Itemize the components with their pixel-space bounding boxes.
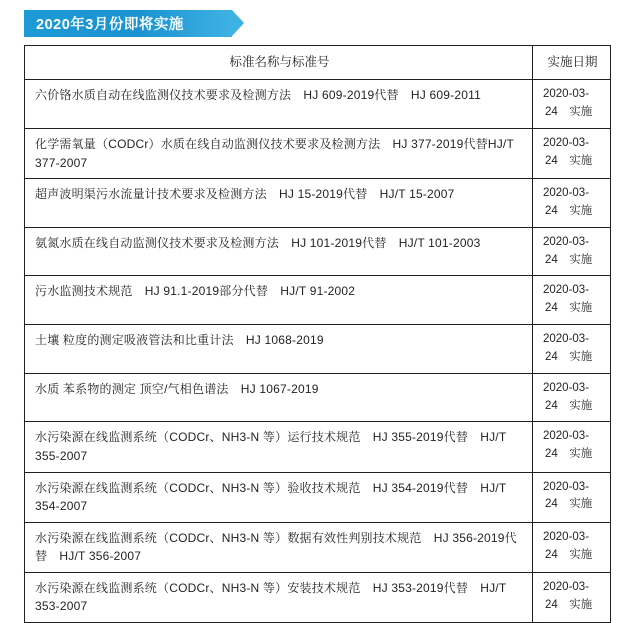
table-row — [25, 227, 611, 276]
implementation-date-cell — [533, 129, 611, 179]
implementation-date-cell — [533, 522, 611, 572]
implementation-date-cell — [533, 276, 611, 325]
date-line-2: 24 实施 — [545, 548, 593, 561]
standard-name-cell: 超声波明渠污水流量计技术要求及检测方法 HJ 15-2019代替 HJ/T 15-2007 — [25, 179, 533, 228]
section-banner — [24, 10, 232, 37]
implementation-date-cell — [533, 572, 611, 622]
implementation-date-cell — [533, 227, 611, 276]
date-line-1: 2020-03- — [543, 137, 590, 149]
table-row — [25, 522, 611, 572]
date-line-1: 2020-03- — [543, 580, 590, 593]
standard-name-cell: 水污染源在线监测系统（CODCr、NH3-N 等）运行技术规范 HJ 355-2019代替 HJ/T 355-2007 — [25, 422, 533, 472]
table-header-row — [25, 46, 611, 80]
date-line-2: 24 实施 — [545, 448, 593, 461]
date-line-2: 24 实施 — [545, 598, 593, 611]
table-row — [25, 276, 611, 325]
column-header-date: 实施日期 — [533, 46, 611, 80]
date-line-1: 2020-03- — [543, 530, 590, 543]
banner-arrow-icon — [232, 10, 244, 36]
standard-name-cell: 污水监测技术规范 HJ 91.1-2019部分代替 HJ/T 91-2002 — [25, 276, 533, 325]
date-line-2: 24 实施 — [545, 498, 593, 511]
standard-name-cell: 氨氮水质在线自动监测仪技术要求及检测方法 HJ 101-2019代替 HJ/T 101-2003 — [25, 227, 533, 276]
date-line-1: 2020-03- — [543, 381, 590, 394]
date-line-1: 2020-03- — [543, 480, 590, 493]
implementation-date-cell — [533, 179, 611, 228]
implementation-date-cell — [533, 422, 611, 472]
table-row — [25, 129, 611, 179]
banner-title: 2020年3月份即将实施 — [36, 17, 184, 33]
table-row — [25, 422, 611, 472]
table-row — [25, 179, 611, 228]
column-header-name: 标准名称与标准号 — [25, 46, 533, 80]
table-row — [25, 80, 611, 129]
implementation-date-cell — [533, 325, 611, 374]
table-row — [25, 325, 611, 374]
table-row — [25, 572, 611, 622]
date-line-1: 2020-03- — [543, 284, 590, 297]
date-line-1: 2020-03- — [543, 187, 590, 200]
date-line-2: 24 实施 — [545, 106, 593, 119]
date-line-1: 2020-03- — [543, 333, 590, 346]
standard-name-cell: 化学需氧量（CODCr）水质在线自动监测仪技术要求及检测方法 HJ 377-2019代替HJ/T 377-2007 — [25, 129, 533, 179]
standard-name-cell: 水污染源在线监测系统（CODCr、NH3-N 等）验收技术规范 HJ 354-2019代替 HJ/T 354-2007 — [25, 472, 533, 522]
date-line-2: 24 实施 — [545, 205, 593, 217]
standards-table — [24, 45, 611, 623]
implementation-date-cell — [533, 373, 611, 422]
implementation-date-cell — [533, 472, 611, 522]
date-line-1: 2020-03- — [543, 88, 590, 101]
table-row — [25, 472, 611, 522]
date-line-1: 2020-03- — [543, 430, 590, 443]
date-line-2: 24 实施 — [545, 154, 593, 167]
standard-name-cell: 水质 苯系物的测定 顶空/气相色谱法 HJ 1067-2019 — [25, 373, 533, 422]
standard-name-cell: 水污染源在线监测系统（CODCr、NH3-N 等）安装技术规范 HJ 353-2019代替 HJ/T 353-2007 — [25, 572, 533, 622]
date-line-2: 24 实施 — [545, 253, 593, 266]
table-row — [25, 373, 611, 422]
date-line-2: 24 实施 — [545, 302, 593, 315]
table-body — [25, 80, 611, 623]
implementation-date-cell — [533, 80, 611, 129]
standard-name-cell: 水污染源在线监测系统（CODCr、NH3-N 等）数据有效性判别技术规范 HJ 356-2019代替 HJ/T 356-2007 — [25, 522, 533, 572]
date-line-2: 24 实施 — [545, 399, 593, 412]
date-line-2: 24 实施 — [545, 350, 593, 363]
date-line-1: 2020-03- — [543, 235, 590, 248]
standard-name-cell: 土壤 粒度的测定吸液管法和比重计法 HJ 1068-2019 — [25, 325, 533, 374]
standard-name-cell: 六价铬水质自动在线监测仪技术要求及检测方法 HJ 609-2019代替 HJ 609-2011 — [25, 80, 533, 129]
